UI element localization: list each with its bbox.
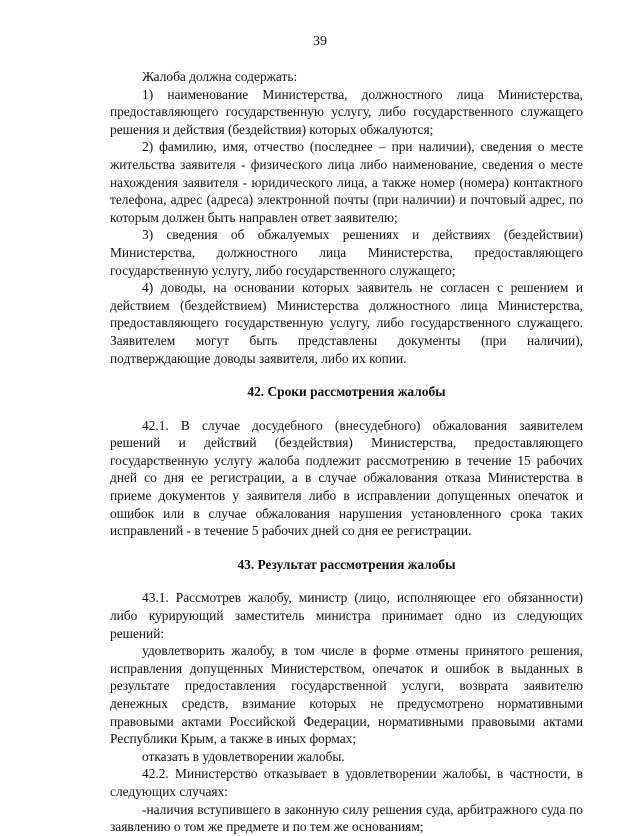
page-number: 39 (313, 34, 327, 49)
paragraph: 3) сведения об обжалуемых решениях и действиях (бездействии) Министерства, должностного лица Министерства, предоставляющего государственную услугу, либо государственного служащего; (110, 227, 583, 278)
paragraph: Жалоба должна содержать: (142, 69, 298, 84)
paragraph: 43.1. Рассмотрев жалобу, министр (лицо, исполняющее его обязанности) либо курирующий заместитель министра принимает одно из следующих решений: (110, 590, 583, 641)
paragraph: 42.2. Министерство отказывает в удовлетворении жалобы, в частности, в следующих случаях: (110, 766, 583, 799)
paragraph: 1) наименование Министерства, должностного лица Министерства, предоставляющего государственную услугу, либо государственного служащего решения и действия (бездействия) которых обжалуются; (110, 86, 583, 137)
paragraph: 42.1. В случае досудебного (внесудебного) обжалования заявителем решений и действий (бездействия) Министерства, предоставляющего государственную услугу жалоба подлежит рассмотрению в течение 15 рабочих дней со дня ее регистрации, а в случае обжалования отказа Министерства в приеме документов у заявителя либо в исправлении допущенных опечаток и ошибок или в случае обжалования нарушения установленного срока таких исправлений - в течение 5 рабочих дней со дня ее регистрации. (110, 417, 583, 539)
paragraph: -наличия вступившего в законную силу решения суда, арбитражного суда по заявлению о том же предмете и по тем же основаниям; (110, 801, 583, 835)
paragraph: удовлетворить жалобу, в том числе в форме отмены принятого решения, исправления допущенных Министерством, опечаток и ошибок в выданных в результате предоставления государственной услуги, возврата заявителю денежных средств, взимание которых не предусмотрено нормативными правовыми актами Российской Федерации, нормативными правовыми актами Республики Крым, а также в иных формах; (110, 643, 583, 747)
paragraph: 4) доводы, на основании которых заявитель не согласен с решением и действием (бездействием) Министерства должностного лица Министерства, предоставляющего государственную услугу, либо государственного служащего. Заявителем могут быть представлены документы (при наличии), подтверждающие доводы заявителя, либо их копии. (110, 280, 583, 366)
paragraph: отказать в удовлетворении жалобы. (142, 748, 345, 764)
section-heading-43: 43. Результат рассмотрения жалобы (237, 556, 456, 572)
section-heading-42: 42. Сроки рассмотрения жалобы (247, 384, 446, 400)
document-body (110, 68, 583, 836)
paragraph: 2) фамилию, имя, отчество (последнее – при наличии), сведения о месте жительства заявителя - физического лица либо наименование, сведения о месте нахождения заявителя - юридического лица, а также номер (номера) контактного телефона, адрес (адреса) электронной почты (при наличии) и почтовый адрес, по которым должен быть направлен ответ заявителю; (110, 139, 583, 225)
